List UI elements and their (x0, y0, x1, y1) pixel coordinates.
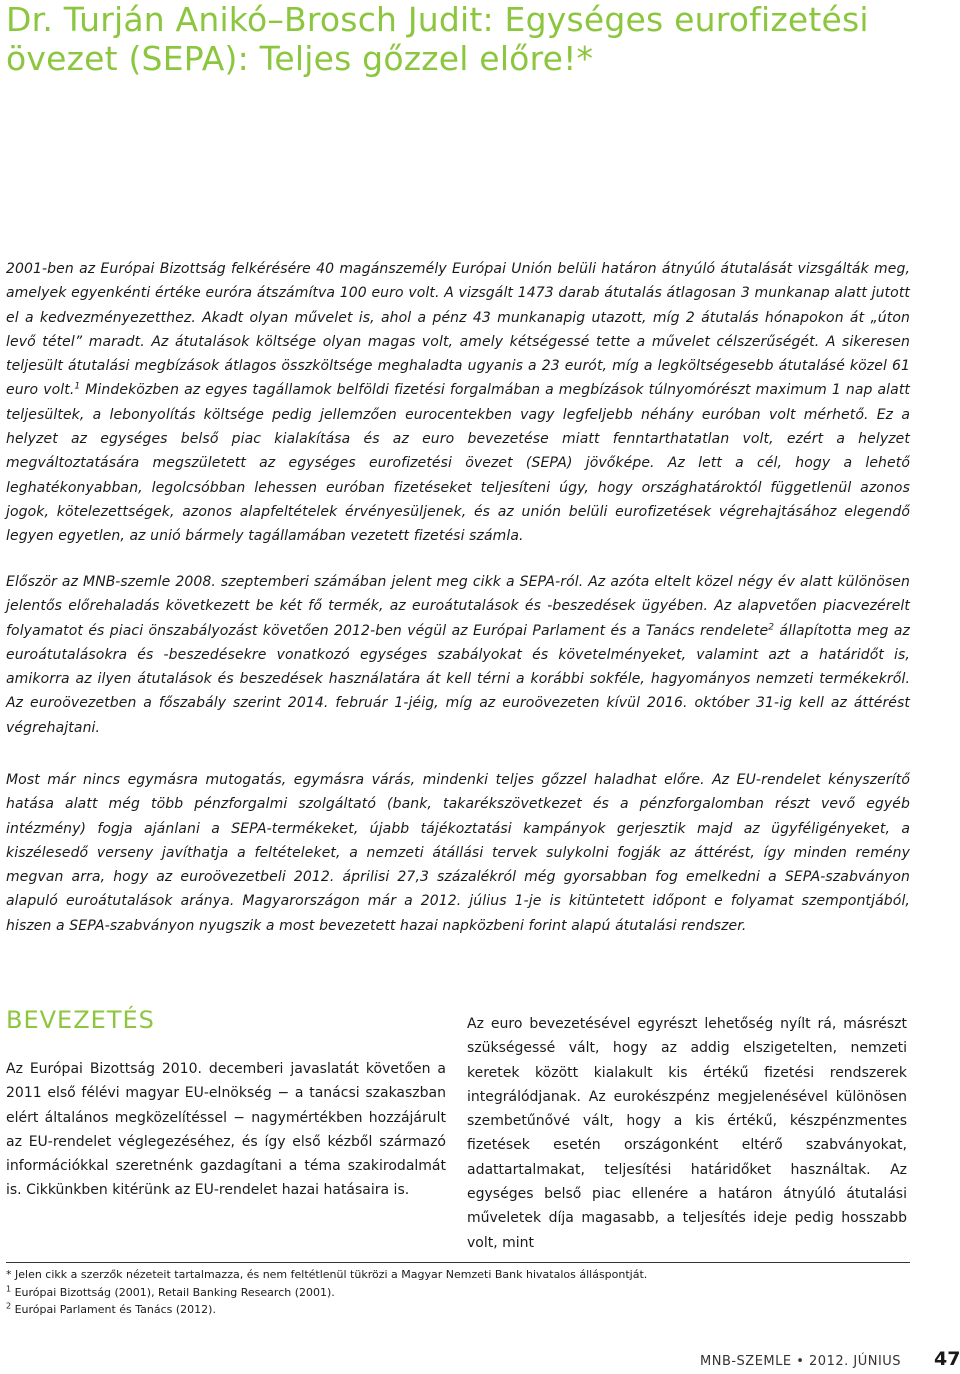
intro-paragraph-2-b: állapította meg az euroátutalásokra és -beszedésekre vonatkozó egységes szabályokat és követelményeket, valamint azt a határidőt is, amikorra az ilyen átutalások és beszedések használatára át kell térni a korábbi sokféle, hagyományos nemzeti termékekről. Az euroövezetben a főszabály szerint 2014. február 1-jéig, míg az euroövezeten kívül 2016. október 31-ig kell az áttérést végrehajtani. (6, 622, 910, 736)
footnote (6, 1301, 916, 1319)
intro-paragraph-1 (6, 257, 910, 549)
intro-paragraph-2 (6, 570, 910, 740)
section-heading: BEVEZETÉS (6, 1006, 155, 1034)
left-column-text: Az Európai Bizottság 2010. decemberi javaslatát követően a 2011 első félévi magyar EU-elnökség − a tanácsi szakaszban elért általános megközelítéssel − nagymértékben hozzájárult az EU-rendelet véglegezéséhez, és így első kézből származó információkkal szeretnénk gazdagítani a téma szakirodalmát is. Cikkünkben kitérünk az EU-rendelet hazai hatásaira is. (6, 1061, 446, 1199)
footnote-mark: * (6, 1268, 12, 1281)
footnote-text: Jelen cikk a szerzők nézeteit tartalmazza, és nem feltétlenül tükrözi a Magyar Nemzeti Bank hivatalos álláspontját. (15, 1268, 648, 1281)
right-column-text: Az euro bevezetésével egyrészt lehetőség nyílt rá, másrészt szükségessé vált, hogy az addig elszigetelten, nemzeti keretek között kialakult kis értékű fizetési rendszerek integrálódjanak. Az eurokészpénz megjelenésével különösen szembetűnővé vált, hogy a kis értékű, készpénzmentes fizetések esetén országonként eltérő szabványokat, adattartalmakat, teljesítési határidőket használtak. Az egységes belső piac ellenére a határon átnyúló átutalási műveletek díja magasabb, a teljesítés ideje pedig hosszabb volt, mint (467, 1016, 907, 1251)
intro-paragraph-1-b: Mindeközben az egyes tagállamok belföldi fizetési forgalmában a megbízások túlnyomórészt maximum 1 nap alatt teljesültek, a lebonyolítás költsége pedig jellemzően eurocentekben vagy legfeljebb néhány euróban volt mérhető. Ez a helyzet az egységes belső piac kialakítása és az euro bevezetése miatt fenntarthatatlan volt, ezért a helyzet megváltoztatására megszületett az egységes eurofizetési övezet (SEPA) jövőképe. Az lett a cél, hogy a lehető leghatékonyabban, legolcsóbban lehessen euróban fizetéseket teljesíteni úgy, hogy országhatároktól függetlenül azonos jogok, kötelezettségek, azonos alapfeltételek érvényesüljenek, és az unión belüli eurofizetések végrehajtásához elegendő legyen egyetlen, az unió bármely tagállamában vezetett fizetési számla. (6, 382, 911, 545)
page-number: 47 (934, 1348, 960, 1370)
article-title: Dr. Turján Anikó–Brosch Judit: Egységes eurofizetési övezet (SEPA): Teljes gőzzel előre!* (6, 0, 869, 78)
running-footer: MNB-SZEMLE • 2012. JÚNIUS (700, 1354, 902, 1369)
footnote-text: Európai Parlament és Tanács (2012). (14, 1303, 216, 1316)
footnote-ref-1: 1 (74, 381, 81, 392)
footnote-text: Európai Bizottság (2001), Retail Banking Research (2001). (14, 1285, 335, 1299)
footnote (6, 1266, 916, 1284)
footnote-mark: 1 (6, 1283, 12, 1293)
footnotes (6, 1266, 916, 1319)
footnote-ref-2: 2 (768, 621, 775, 632)
intro-paragraph-2-a: Először az MNB-szemle 2008. szeptemberi számában jelent meg cikk a SEPA-ról. Az azóta eltelt közel négy év alatt különösen jelentős előrehaladás következett be két fő termék, az euroátutalások és -beszedések ügyében. Az alapvetően piacvezérelt folyamatot és piaci önszabályozást követően 2012-ben végül az Európai Parlament és a Tanács rendelete (6, 574, 910, 639)
intro-paragraph-1-a: 2001-ben az Európai Bizottság felkérésére 40 magánszemély Európai Unión belüli határon átnyúló átutalását vizsgálták meg, amelyek egyenkénti értéke euróra átszámítva 100 euro volt. A vizsgált 1473 darab átutalás átlagosan 3 munkanap alatt jutott el a kedvezményezetthez. Akadt olyan művelet is, ahol a pénz 43 munkanapig utazott, míg 2 átutalás hónapokon át „úton levő tétel” maradt. Az átutalások költsége olyan magas volt, amely kétségessé tette a művelet célszerűségét. A sikeresen teljesült átutalási megbízások átlagos összköltsége meghaladta ugyanis a 23 eurót, míg a legköltségesebb átutalásé közel 61 euro volt. (6, 261, 910, 399)
intro-paragraph-3: Most már nincs egymásra mutogatás, egymásra várás, mindenki teljes gőzzel haladhat előre. Az EU-rendelet kényszerítő hatása alatt még több pénzforgalmi szolgáltató (bank, takarékszövetkezet és a pénzforgalomban részt vevő egyéb intézmény) fogja ajánlani a SEPA-termékeket, újabb tájékoztatási kampányok gerjesztik majd az ügyféligényeket, a kiszélesedő verseny javíthatja a feltételeket, a nemzeti átállási tervek sulykolni fogják az áttérést, így minden remény megvan arra, hogy az euroövezetbeli 2012. áprilisi 27,3 százalékról még gyorsabban fog emelkedni a SEPA-szabványon alapuló euroátutalások aránya. Magyarországon már a 2012. július 1-je is kitüntetett időpont e folyamat szempontjából, hiszen a SEPA-szabványon nyugszik a most bevezetett hazai napközbeni forint alapú átutalási rendszer. (6, 772, 910, 934)
footnote-divider (6, 1262, 910, 1263)
footnote-mark: 2 (6, 1301, 12, 1311)
footnote (6, 1284, 916, 1302)
